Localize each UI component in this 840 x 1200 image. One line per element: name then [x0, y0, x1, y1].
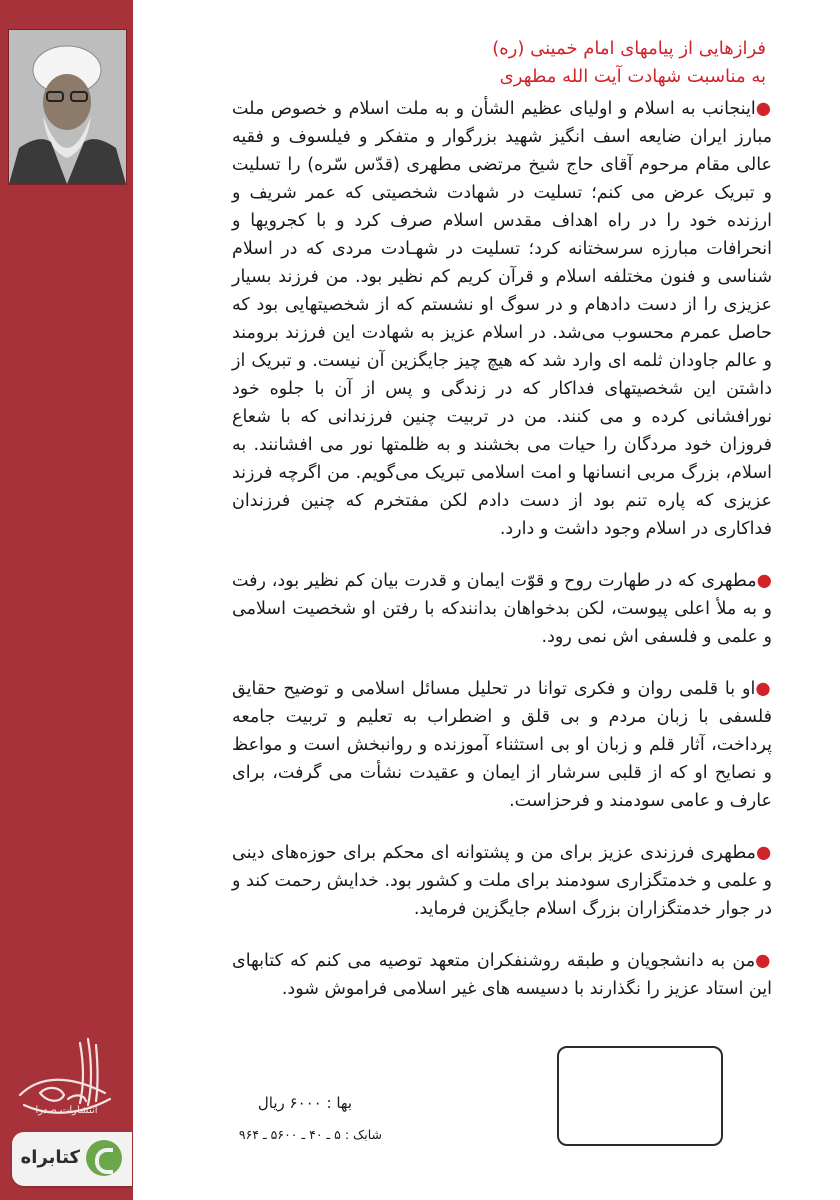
- bullet-icon: ●: [755, 951, 772, 971]
- quote-paragraph: [232, 95, 772, 543]
- quote-paragraph: [232, 567, 772, 651]
- bullet-icon: ●: [755, 843, 772, 863]
- badge-label: کتابراه: [20, 1147, 80, 1168]
- barcode-box: [557, 1046, 723, 1146]
- quote-text: مطهری فرزندی عزیز برای من و پشتوانه ای محکم برای حوزه‌های دینی و علمی و خدمتگزاری سودمند برای ملت و کشور بود. خدایش رحمت کند و در جوار خدمتگزاران بزرگ اسلام جایگزین فرماید.: [232, 843, 772, 919]
- ketabrah-badge[interactable]: [12, 1132, 132, 1186]
- quote-text: اینجانب به اسلام و اولیای عظیم الشأن و به ملت اسلام و خصوص ملت مبارز ایران ضایعه اسف انگیز شهید بزرگوار و متفکر و فیلسوف و فقیه عالی مقام مرحوم آقای حاج شیخ مرتضی مطهری (قدّس سّره) را تسلیت و تبریک عرض می کنم؛ تسلیت در شهادت شخصیتی که عمر شریف و ارزنده خود را در راه اهداف مقدس اسلام صرف کرد و با کجرویها و انحرافات مبارزه سرسختانه کرد؛ تسلیت در شهـادت مردی که در اسلام شناسی و فنون مختلفه اسلام و قرآن کریم کم نظیر بود. من فرزند بسیار عزیزی را از دست دادهام و در سوگ او نشستم که از شخصیتهایی بود که حاصل عمرم محسوب می‌شد. در اسلام عزیز به شهادت این فرزند برومند و عالم جاودان ثلمه ای وارد شد که هیچ چیز جایگزین آن نیست. و تبریک از داشتن این شخصیتهای فداکار که در زندگی و پس از آن با جلوه خود نورافشانی کرده و می کنند. من در تربیت چنین فرزندانی که با شعاع فروزان خود مردگان را حیات می بخشند و به ظلمتها نور می افشانند. به اسلام، بزرگ مربی انسانها و امت اسلامی تبریک می‌گویم. من اگرچه فرزند عزیزی که پاره تنم بود از دست دادم لکن مفتخرم که چنین فرزندان فداکاری در اسلام وجود داشت و دارد.: [232, 99, 772, 539]
- quote-paragraph: [232, 839, 772, 923]
- bullet-icon: ●: [755, 679, 772, 699]
- quotes-body: [232, 95, 772, 1027]
- quote-text: من به دانشجویان و طبقه روشنفکران متعهد توصیه می کنم که کتابهای این استاد عزیز را نگذارند با دسیسه های غیر اسلامی فراموش شود.: [232, 951, 772, 999]
- author-portrait: [8, 29, 127, 185]
- sidebar: [0, 0, 133, 1200]
- ketabrah-logo-icon: [86, 1140, 122, 1176]
- quote-text: او با قلمی روان و فکری توانا در تحلیل مسائل اسلامی و توضیح حقایق فلسفی با زبان مردم و بی قلق و اضطراب به تعلیم و تربیت جامعه پرداخت، آثار قلم و زبان او بی استثناء آموزنده و روانبخش است و مواعظ و نصایح او که از قلبی سرشار از ایمان و عقیدت نشأت می گرفت، برای عارف و عامی سودمند و فرحزاست.: [232, 679, 772, 811]
- bullet-icon: ●: [756, 571, 772, 591]
- heading-line-1: فرازهایی از پیامهای امام خمینی (ره): [492, 38, 766, 59]
- publisher-logo: [10, 1035, 125, 1135]
- publisher-caption: انتشارات صدرا: [35, 1105, 98, 1116]
- bullet-icon: ●: [755, 99, 772, 119]
- quote-paragraph: [232, 947, 772, 1003]
- price-label: بها : ۶۰۰۰ ریال: [257, 1094, 352, 1112]
- isbn-label: شابک : ۵ ـ ۴۰ ـ ۵۶۰۰ ـ ۹۶۴: [238, 1127, 382, 1142]
- heading-line-2: به مناسبت شهادت آیت الله مطهری: [499, 66, 766, 87]
- quote-paragraph: [232, 675, 772, 815]
- quote-text: مطهری که در طهارت روح و قوّت ایمان و قدرت بیان کم نظیر بود، رفت و به ملأ اعلی پیوست، لکن بدخواهان بدانندکه با رفتن او شخصیت اسلامی و علمی و فلسفی اش نمی رود.: [232, 571, 772, 647]
